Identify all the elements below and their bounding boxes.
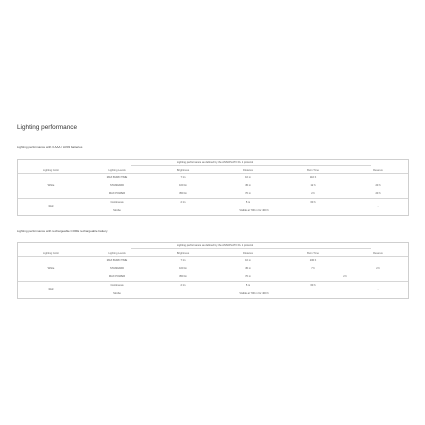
header-lighting-levels: Lighting Levels xyxy=(108,252,126,255)
header-lighting-levels: Lighting Levels xyxy=(108,169,126,172)
cell-level: MAX BURN TIME xyxy=(106,176,128,179)
cell-brightness: 7 lm xyxy=(180,176,186,179)
cell-burn-time: 60 h xyxy=(310,201,316,204)
cell-brightness: 350 lm xyxy=(179,275,187,278)
table-2-subtitle: Lighting performance with rechargeable CORE rechargeable battery xyxy=(17,229,108,233)
cell-brightness: 7 lm xyxy=(180,259,186,262)
cell-color: White xyxy=(47,184,55,187)
cell-reserve: - xyxy=(377,205,379,208)
cell-level: Continuous xyxy=(110,284,124,287)
header-lighting-color: Lighting Color xyxy=(42,252,60,255)
cell-color: Red xyxy=(48,205,54,208)
cell-distance: 70 m xyxy=(245,275,251,278)
cell-distance: 5 m xyxy=(245,201,251,204)
cell-burn-time: 12 h xyxy=(310,184,316,187)
cell-burn-time: 60 h xyxy=(310,284,316,287)
header-reserve: Reserve xyxy=(373,169,383,172)
header-burn-time: Burn Time xyxy=(307,252,319,255)
table-1 xyxy=(17,159,409,216)
header-brightness: Brightness xyxy=(176,169,190,172)
cell-level: STANDARD xyxy=(109,267,125,270)
cell-distance: Visible at 700 m for 400 h xyxy=(239,209,269,212)
cell-level: Continuous xyxy=(110,201,124,204)
table-1-subtitle: Lighting performance with 3 AAA / LR03 batteries xyxy=(17,145,83,149)
table-2 xyxy=(17,242,409,299)
cell-burn-time: 110 h xyxy=(309,176,317,179)
cell-reserve: 20 h xyxy=(375,192,381,195)
page-title: Lighting performance xyxy=(17,124,78,131)
cell-distance: 10 m xyxy=(245,176,251,179)
performance-caption: Lighting performance as defined by the ANSI/PLATO FL 1 protocol xyxy=(176,161,254,164)
cell-level: MAX POWER xyxy=(108,275,126,278)
cell-distance: 10 m xyxy=(245,259,251,262)
cell-burn-time-extra: 2 h xyxy=(343,275,347,278)
header-brightness: Brightness xyxy=(176,252,190,255)
header-reserve: Reserve xyxy=(373,252,383,255)
cell-reserve: - xyxy=(377,288,379,291)
cell-reserve: 20 h xyxy=(375,184,381,187)
cell-distance: 5 m xyxy=(245,284,251,287)
header-distance: Distance xyxy=(242,169,254,172)
cell-distance: 70 m xyxy=(245,192,251,195)
cell-level: MAX POWER xyxy=(108,192,126,195)
cell-brightness: 100 lm xyxy=(179,267,187,270)
cell-level: STANDARD xyxy=(109,184,125,187)
cell-burn-time: 100 h xyxy=(309,259,317,262)
performance-caption: Lighting performance as defined by the ANSI/PLATO FL 1 protocol xyxy=(176,244,254,247)
cell-brightness: 350 lm xyxy=(179,192,187,195)
cell-burn-time: 2 h xyxy=(311,192,315,195)
cell-burn-time: 7 h xyxy=(311,267,315,270)
cell-brightness: 2 lm xyxy=(180,201,186,204)
cell-color: Red xyxy=(48,288,54,291)
cell-distance: 45 m xyxy=(245,184,251,187)
header-distance: Distance xyxy=(242,252,254,255)
cell-brightness: 100 lm xyxy=(179,184,187,187)
cell-distance: 45 m xyxy=(245,267,251,270)
cell-color: White xyxy=(47,267,55,270)
cell-reserve: 2 h xyxy=(376,267,380,270)
cell-brightness: 2 lm xyxy=(180,284,186,287)
cell-level: Strobe xyxy=(113,209,121,212)
header-lighting-color: Lighting Color xyxy=(42,169,60,172)
cell-distance: Visible at 700 m for 400 h xyxy=(239,292,269,295)
header-burn-time: Burn Time xyxy=(307,169,319,172)
cell-level: Strobe xyxy=(113,292,121,295)
cell-level: MAX BURN TIME xyxy=(106,259,128,262)
